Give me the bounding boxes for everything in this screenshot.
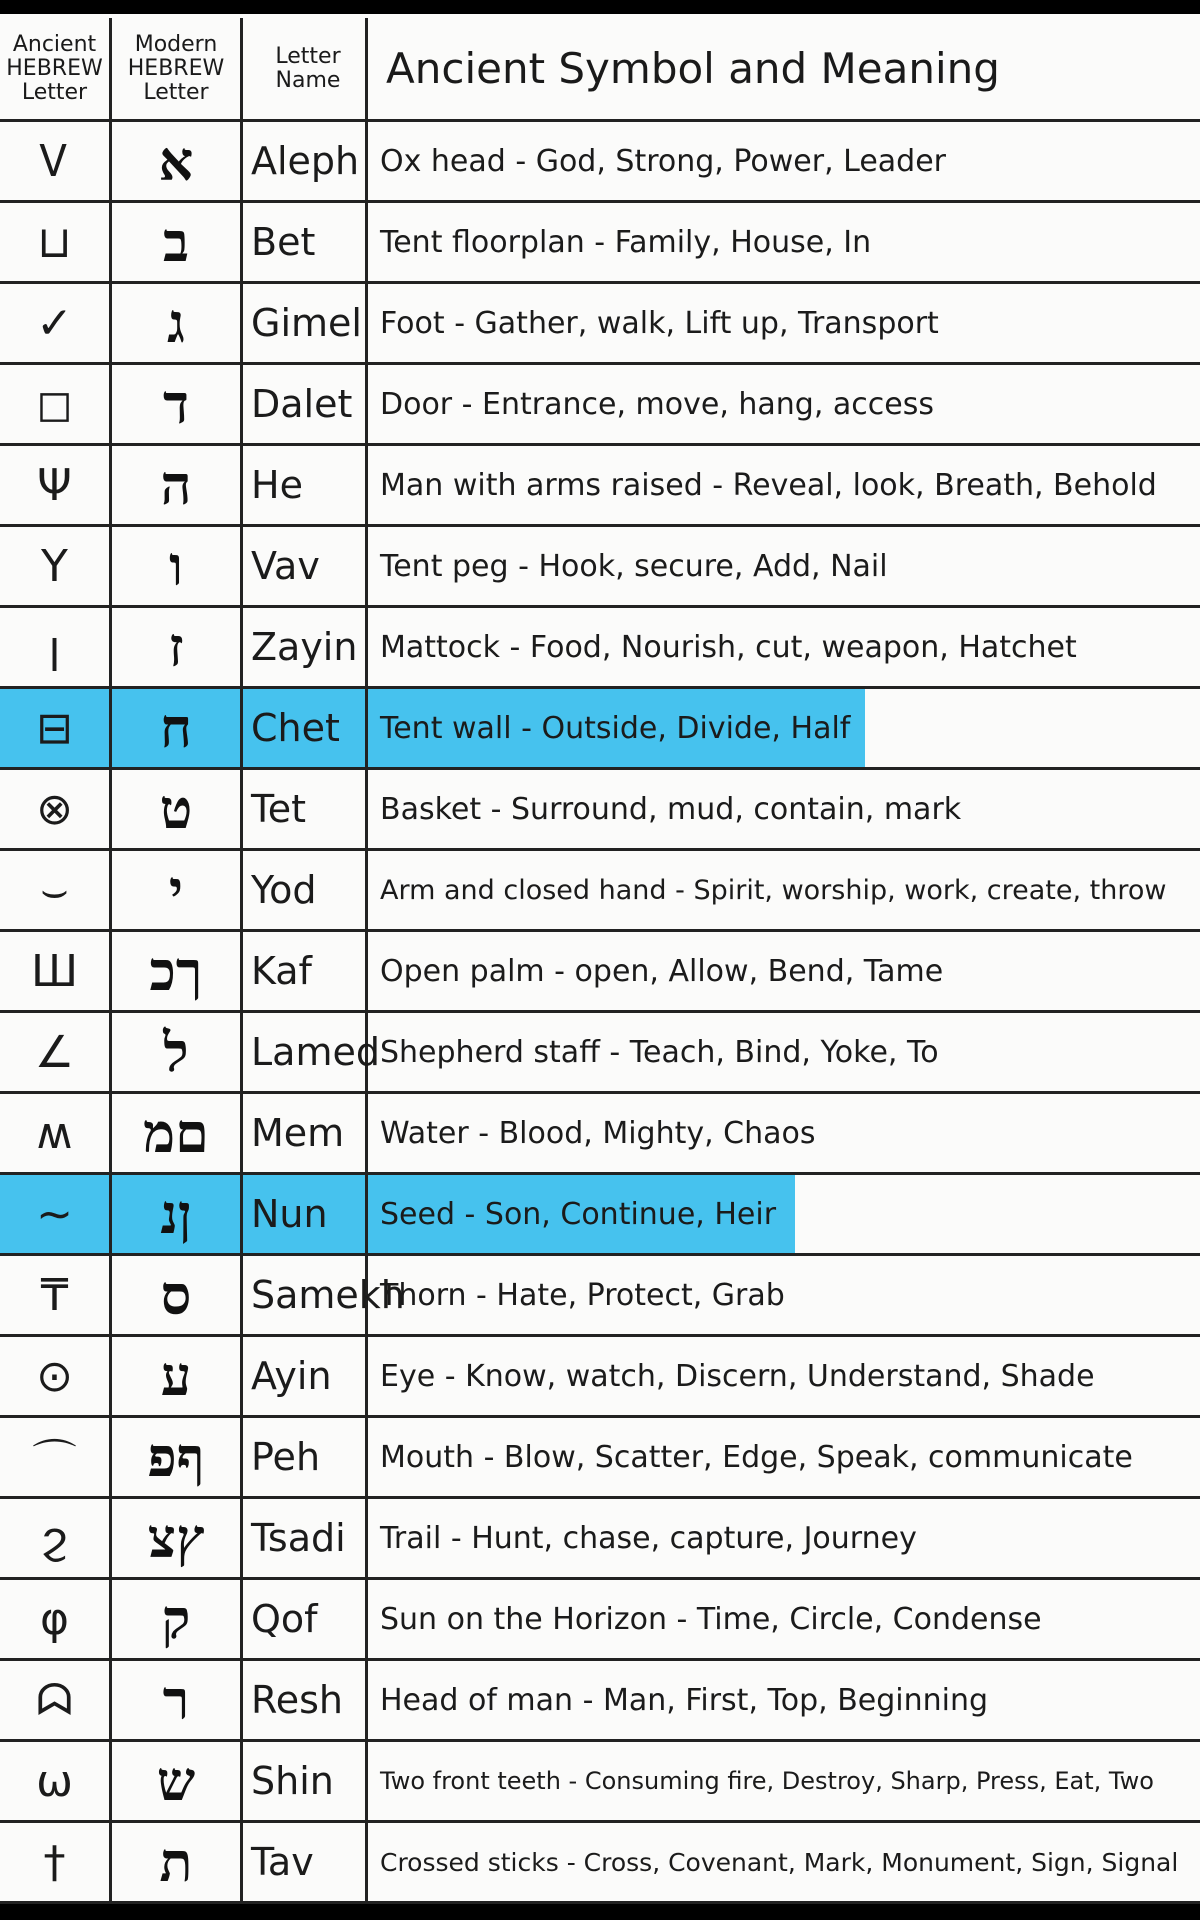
modern-letter-cell (112, 122, 243, 200)
letter-name-cell (243, 1742, 368, 1820)
letter-name-cell (243, 1661, 368, 1739)
alphabet-chart-sheet (0, 14, 1200, 1902)
symbol-meaning: Door - Entrance, move, hang, access (380, 386, 935, 422)
symbol-meaning: Open palm - open, Allow, Bend, Tame (380, 953, 944, 989)
head-icon: ᗣ (36, 1674, 73, 1726)
ox-head-icon: Ꮩ (40, 135, 69, 187)
letter-name-cell (243, 1094, 368, 1172)
arms-raised-icon: Ψ (37, 459, 72, 511)
symbol-meaning: Ox head - God, Strong, Power, Leader (380, 143, 947, 179)
symbol-meaning: Head of man - Man, First, Top, Beginning (380, 1682, 989, 1718)
ancient-letter-cell (0, 689, 112, 767)
table-row (0, 1823, 1200, 1904)
letter-name-cell (243, 689, 368, 767)
letter-name: Yod (251, 868, 317, 912)
letter-name: Lamed (251, 1030, 380, 1074)
letter-name: Zayin (251, 625, 358, 669)
mattock-icon: ꞁ (48, 621, 61, 673)
modern-letter: ג (167, 291, 185, 355)
modern-letter: ע (160, 1344, 192, 1408)
letter-name-cell (243, 446, 368, 524)
table-row (0, 1256, 1200, 1337)
letter-name: Nun (251, 1192, 328, 1236)
modern-letter-cell (112, 365, 243, 443)
table-row (0, 851, 1200, 932)
meaning-cell (368, 1661, 1200, 1739)
letter-name: Peh (251, 1435, 321, 1479)
table-row (0, 608, 1200, 689)
symbol-meaning: Trail - Hunt, chase, capture, Journey (380, 1520, 917, 1556)
letter-name-cell (243, 1580, 368, 1658)
letter-name: Gimel (251, 301, 362, 345)
table-row (0, 1742, 1200, 1823)
meaning-cell (368, 446, 1200, 524)
symbol-meaning: Mattock - Food, Nourish, cut, weapon, Hatchet (380, 629, 1077, 665)
table-row (0, 1175, 1200, 1256)
ancient-letter-cell (0, 1580, 112, 1658)
table-body (0, 122, 1200, 1904)
modern-letter-cell (112, 1175, 243, 1253)
table-header-row (0, 18, 1200, 122)
modern-letter: א (158, 129, 194, 193)
modern-letter-cell (112, 770, 243, 848)
modern-letter-cell (112, 1418, 243, 1496)
ancient-letter-cell (0, 608, 112, 686)
letter-name-cell (243, 1175, 368, 1253)
letter-name: Resh (251, 1678, 343, 1722)
meaning-cell (368, 1094, 1200, 1172)
open-palm-icon: Ш (30, 945, 79, 997)
ancient-letter-cell (0, 446, 112, 524)
symbol-meaning: Tent peg - Hook, secure, Add, Nail (380, 548, 888, 584)
ancient-letter-cell (0, 1823, 112, 1901)
meaning-cell (368, 1823, 1200, 1901)
meaning-cell (368, 365, 1200, 443)
symbol-meaning: Foot - Gather, walk, Lift up, Transport (380, 305, 939, 341)
table-row (0, 446, 1200, 527)
mouth-icon: ⌒ (32, 1436, 77, 1487)
table-row (0, 527, 1200, 608)
table-row (0, 284, 1200, 365)
eye-icon: ⊙ (36, 1350, 73, 1402)
letter-name: Qof (251, 1597, 318, 1641)
letter-name-cell (243, 851, 368, 929)
modern-letter-cell (112, 203, 243, 281)
meaning-cell (368, 122, 1200, 200)
table-row (0, 1337, 1200, 1418)
modern-letter-cell (112, 932, 243, 1010)
table-row (0, 122, 1200, 203)
table-row (0, 203, 1200, 284)
letter-name-cell (243, 365, 368, 443)
table-row (0, 689, 1200, 770)
meaning-cell (368, 608, 1200, 686)
ancient-letter-cell (0, 932, 112, 1010)
modern-letter: ףפ (147, 1425, 205, 1489)
crossed-sticks-icon: † (43, 1836, 66, 1888)
symbol-meaning: Man with arms raised - Reveal, look, Breath, Behold (380, 467, 1157, 503)
letter-name-cell (243, 1013, 380, 1091)
symbol-meaning: Eye - Know, watch, Discern, Understand, Shade (380, 1358, 1095, 1394)
modern-letter-cell (112, 608, 243, 686)
tent-floorplan-icon: ⊔ (37, 216, 72, 268)
header-ancient-letter (0, 18, 112, 119)
meaning-cell (368, 770, 1200, 848)
letter-name: Mem (251, 1111, 345, 1155)
ancient-letter-cell (0, 1499, 112, 1577)
header-name-text: Letter Name (275, 43, 341, 93)
table-row (0, 1418, 1200, 1499)
table-row (0, 1094, 1200, 1175)
modern-letter: ש (156, 1749, 196, 1813)
letter-name: Shin (251, 1759, 334, 1803)
letter-name-cell (243, 122, 368, 200)
shepherd-staff-icon: ∠ (34, 1026, 75, 1078)
ancient-letter-cell (0, 851, 112, 929)
meaning-cell (368, 1175, 1200, 1253)
teeth-icon: ω (36, 1755, 73, 1807)
header-meaning (368, 18, 1200, 119)
ancient-letter-cell (0, 1337, 112, 1415)
modern-letter: םמ (143, 1101, 209, 1165)
alphabet-table (0, 18, 1200, 1904)
modern-letter: ת (159, 1830, 193, 1894)
meaning-cell (368, 851, 1200, 929)
header-letter-name (243, 18, 368, 119)
modern-letter: ךכ (149, 939, 203, 1003)
modern-letter-cell (112, 1580, 243, 1658)
door-icon: ◻ (36, 378, 73, 430)
letter-name: He (251, 463, 303, 507)
modern-letter-cell (112, 284, 243, 362)
water-icon: ʍ (36, 1107, 73, 1159)
symbol-meaning: Thorn - Hate, Protect, Grab (380, 1277, 785, 1313)
meaning-cell (368, 689, 1200, 767)
symbol-meaning: Sun on the Horizon - Time, Circle, Condense (380, 1601, 1042, 1637)
letter-name: Bet (251, 220, 316, 264)
meaning-cell (368, 1499, 1200, 1577)
modern-letter-cell (112, 689, 243, 767)
letter-name-cell (243, 284, 368, 362)
ancient-letter-cell (0, 1013, 112, 1091)
ancient-letter-cell (0, 1742, 112, 1820)
letter-name-cell (243, 770, 368, 848)
trail-icon: ϩ (41, 1512, 68, 1564)
modern-letter: י (168, 858, 184, 922)
modern-letter: ץצ (147, 1506, 205, 1570)
header-ancient-text: Ancient HEBREW Letter (6, 31, 103, 105)
ancient-letter-cell (0, 122, 112, 200)
letter-name: Kaf (251, 949, 312, 993)
meaning-cell (368, 1418, 1200, 1496)
table-row (0, 1661, 1200, 1742)
table-row (0, 1580, 1200, 1661)
modern-letter-cell (112, 1661, 243, 1739)
modern-letter-cell (112, 1013, 243, 1091)
foot-icon: ✓ (36, 297, 73, 349)
modern-letter: ז (168, 615, 184, 679)
header-meaning-text: Ancient Symbol and Meaning (386, 44, 1000, 93)
letter-name: Chet (251, 706, 340, 750)
symbol-meaning: Tent floorplan - Family, House, In (380, 224, 872, 260)
symbol-meaning: Shepherd staff - Teach, Bind, Yoke, To (380, 1034, 939, 1070)
meaning-cell (368, 284, 1200, 362)
modern-letter-cell (112, 1256, 243, 1334)
symbol-meaning: Crossed sticks - Cross, Covenant, Mark, Monument, Sign, Signal (380, 1847, 1179, 1877)
modern-letter-cell (112, 1823, 243, 1901)
table-row (0, 365, 1200, 446)
modern-letter-cell (112, 1337, 243, 1415)
letter-name: Tet (251, 787, 307, 831)
letter-name-cell (243, 1499, 368, 1577)
ancient-letter-cell (0, 1418, 112, 1496)
modern-letter-cell (112, 1094, 243, 1172)
meaning-cell (368, 527, 1200, 605)
modern-letter: ד (163, 372, 189, 436)
tent-peg-icon: Y (41, 540, 68, 592)
symbol-meaning: Tent wall - Outside, Divide, Half (380, 710, 851, 746)
letter-name: Ayin (251, 1354, 332, 1398)
modern-letter: ה (160, 453, 192, 517)
ancient-letter-cell (0, 284, 112, 362)
letter-name-cell (243, 1418, 368, 1496)
symbol-meaning: Basket - Surround, mud, contain, mark (380, 791, 962, 827)
letter-name: Vav (251, 544, 320, 588)
letter-name: Aleph (251, 139, 360, 183)
ancient-letter-cell (0, 203, 112, 281)
letter-name-cell (243, 527, 368, 605)
meaning-cell (368, 1013, 1200, 1091)
modern-letter: ק (161, 1587, 191, 1651)
meaning-cell (368, 1337, 1200, 1415)
modern-letter-cell (112, 1742, 243, 1820)
modern-letter-cell (112, 446, 243, 524)
meaning-cell (368, 1256, 1200, 1334)
letter-name-cell (243, 1256, 405, 1334)
ancient-letter-cell (0, 770, 112, 848)
modern-letter-cell (112, 851, 243, 929)
thorn-icon: ₸ (40, 1269, 69, 1321)
basket-icon: ⊗ (36, 783, 73, 835)
symbol-meaning: Seed - Son, Continue, Heir (380, 1196, 777, 1232)
modern-letter: ב (162, 210, 190, 274)
letter-name: Tav (251, 1840, 314, 1884)
letter-name-cell (243, 608, 368, 686)
letter-name-cell (243, 932, 368, 1010)
meaning-cell (368, 203, 1200, 281)
seed-icon: ∼ (36, 1188, 73, 1240)
modern-letter: ט (159, 777, 193, 841)
letter-name-cell (243, 1823, 368, 1901)
modern-letter: ס (160, 1263, 192, 1327)
ancient-letter-cell (0, 365, 112, 443)
table-row (0, 1499, 1200, 1580)
ancient-letter-cell (0, 1256, 112, 1334)
symbol-meaning: Mouth - Blow, Scatter, Edge, Speak, communicate (380, 1439, 1133, 1475)
modern-letter-cell (112, 1499, 243, 1577)
letter-name-cell (243, 1337, 368, 1415)
sun-horizon-icon: φ (39, 1593, 70, 1645)
modern-letter: ח (160, 696, 192, 760)
ancient-letter-cell (0, 1094, 112, 1172)
letter-name-cell (243, 203, 368, 281)
tent-wall-icon: ⊟ (36, 702, 73, 754)
meaning-cell (368, 1580, 1200, 1658)
ancient-letter-cell (0, 527, 112, 605)
table-row (0, 770, 1200, 851)
header-modern-letter (112, 18, 243, 119)
letter-name: Samekh (251, 1273, 405, 1317)
ancient-letter-cell (0, 1175, 112, 1253)
table-row (0, 1013, 1200, 1094)
table-row (0, 932, 1200, 1013)
symbol-meaning: Water - Blood, Mighty, Chaos (380, 1115, 816, 1151)
meaning-cell (368, 932, 1200, 1010)
meaning-cell (368, 1742, 1200, 1820)
symbol-meaning: Arm and closed hand - Spirit, worship, work, create, throw (380, 874, 1167, 906)
closed-hand-icon: ⌣ (40, 864, 69, 916)
letter-name: Tsadi (251, 1516, 346, 1560)
modern-letter: ו (169, 534, 183, 598)
symbol-meaning: Two front teeth - Consuming fire, Destroy, Sharp, Press, Eat, Two (380, 1767, 1154, 1795)
modern-letter: ר (162, 1668, 190, 1732)
ancient-letter-cell (0, 1661, 112, 1739)
modern-letter-cell (112, 527, 243, 605)
modern-letter: ןנ (160, 1182, 192, 1246)
header-modern-text: Modern HEBREW Letter (127, 31, 225, 105)
letter-name: Dalet (251, 382, 353, 426)
modern-letter: ל (163, 1020, 189, 1084)
